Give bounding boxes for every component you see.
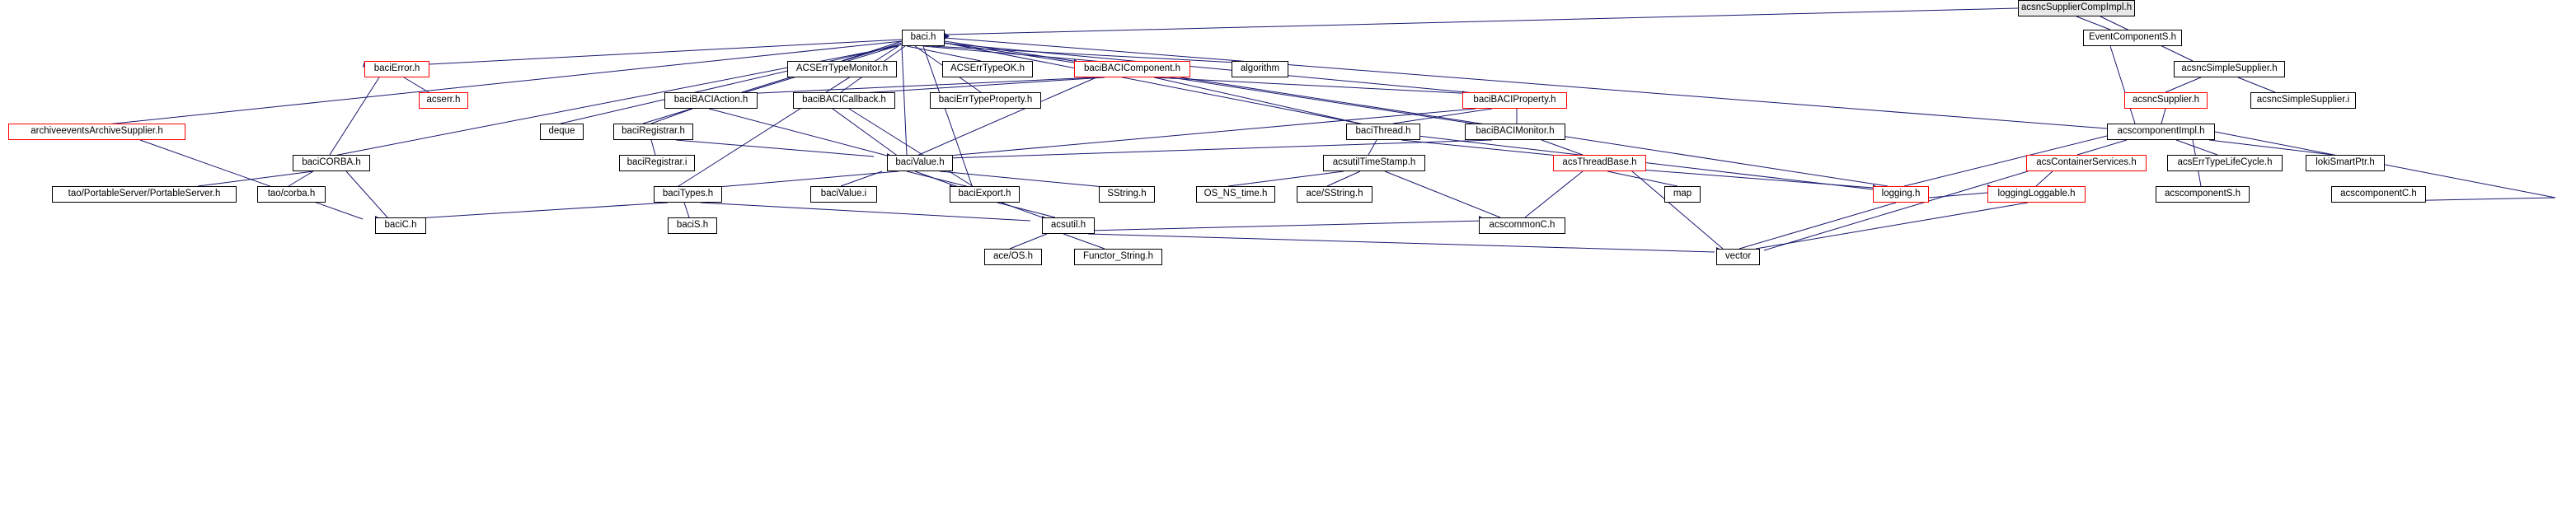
graph-node-baciBACIComponent[interactable] <box>1074 61 1190 77</box>
graph-node-map[interactable] <box>1664 186 1701 203</box>
graph-node-label: tao/PortableServer/PortableServer.h <box>68 189 221 199</box>
graph-node-baciBACIMonitor[interactable] <box>1465 124 1565 140</box>
graph-node-label: acsncSupplierCompImpl.h <box>2020 2 2133 13</box>
graph-node-algorithm[interactable] <box>1232 61 1288 77</box>
graph-node-label: baciC.h <box>384 220 417 231</box>
graph-node-acsThreadBase[interactable] <box>1553 155 1646 171</box>
graph-node-acsutil[interactable] <box>1042 217 1095 234</box>
graph-node-label: archiveeventsArchiveSupplier.h <box>30 126 163 137</box>
graph-node-label: baciThread.h <box>1355 126 1411 137</box>
graph-node-baciError[interactable] <box>364 61 429 77</box>
graph-node-acscommonC[interactable] <box>1479 217 1565 234</box>
graph-node-ACSErrTypeOK[interactable] <box>942 61 1033 77</box>
graph-node-label: acsncSimpleSupplier.h <box>2181 63 2278 74</box>
graph-node-baciS[interactable] <box>668 217 717 234</box>
graph-node-label: ace/SString.h <box>1306 189 1363 199</box>
graph-node-deque[interactable] <box>540 124 584 140</box>
graph-node-label: baciTypes.h <box>662 189 714 199</box>
graph-node-baciBACICallback[interactable] <box>793 92 895 109</box>
graph-node-baciThread[interactable] <box>1346 124 1420 140</box>
graph-node-taoPortableServer[interactable] <box>52 186 237 203</box>
graph-node-label: deque <box>548 126 575 137</box>
graph-node-acsutilTimeStamp[interactable] <box>1323 155 1425 171</box>
graph-node-acscomponentImpl[interactable] <box>2107 124 2215 140</box>
graph-node-archiveeventsArchiveSupplier[interactable] <box>8 124 185 140</box>
graph-node-label: baciBACIComponent.h <box>1084 63 1180 74</box>
graph-node-label: Functor_String.h <box>1082 251 1153 262</box>
graph-node-baciBACIAction[interactable] <box>664 92 758 109</box>
graph-node-lokiSmartPtr[interactable] <box>2306 155 2385 171</box>
graph-node-label: acsutilTimeStamp.h <box>1332 157 1416 168</box>
graph-node-label: baciCORBA.h <box>302 157 361 168</box>
graph-node-label: OS_NS_time.h <box>1204 189 1268 199</box>
graph-node-label: loggingLoggable.h <box>1997 189 2076 199</box>
graph-node-acsncSupplier[interactable] <box>2124 92 2208 109</box>
graph-node-label: acscommonC.h <box>1489 220 1555 231</box>
graph-node-label: lokiSmartPtr.h <box>2316 157 2375 168</box>
graph-node-acserr[interactable] <box>419 92 468 109</box>
graph-node-label: ace/OS.h <box>993 251 1033 262</box>
graph-node-vector[interactable] <box>1716 249 1760 265</box>
graph-node-label: baciRegistrar.h <box>622 126 685 137</box>
graph-node-label: baciBACIMonitor.h <box>1476 126 1555 137</box>
graph-node-ACSErrTypeMonitor[interactable] <box>787 61 897 77</box>
graph-node-label: baciBACIProperty.h <box>1473 95 1556 105</box>
graph-node-loggingLoggable[interactable] <box>1987 186 2086 203</box>
graph-node-baciRegistrar[interactable] <box>613 124 693 140</box>
graph-node-label: acsErrTypeLifeCycle.h <box>2177 157 2273 168</box>
graph-node-label: algorithm <box>1240 63 1280 74</box>
graph-node-acsErrTypeLifeCycle[interactable] <box>2167 155 2283 171</box>
graph-node-acsncSupplierCompImpl[interactable] <box>2018 0 2135 16</box>
graph-node-label: EventComponentS.h <box>2088 32 2177 43</box>
graph-node-label: acsncSimpleSupplier.i <box>2256 95 2350 105</box>
graph-node-label: map <box>1673 189 1692 199</box>
graph-node-baciC[interactable] <box>375 217 426 234</box>
graph-node-label: baciS.h <box>676 220 709 231</box>
graph-node-label: acsContainerServices.h <box>2036 157 2137 168</box>
graph-node-EventComponentS[interactable] <box>2083 30 2182 46</box>
graph-node-logging[interactable] <box>1873 186 1929 203</box>
graph-node-acsncSimpleSupplier[interactable] <box>2174 61 2285 77</box>
graph-node-label: baciValue.h <box>895 157 945 168</box>
graph-node-baciBACIProperty[interactable] <box>1462 92 1567 109</box>
graph-node-baciErrTypeProperty[interactable] <box>930 92 1041 109</box>
graph-node-aceOS[interactable] <box>984 249 1042 265</box>
graph-node-OS_NS_time[interactable] <box>1196 186 1275 203</box>
graph-node-label: baciValue.i <box>820 189 867 199</box>
graph-node-label: ACSErrTypeMonitor.h <box>795 63 889 74</box>
graph-node-label: acscomponentImpl.h <box>2117 126 2205 137</box>
graph-node-taoCorba[interactable] <box>257 186 326 203</box>
graph-node-label: tao/corba.h <box>267 189 316 199</box>
graph-node-label: acscomponentS.h <box>2164 189 2241 199</box>
graph-node-acsncSimpleSupplierI[interactable] <box>2250 92 2356 109</box>
graph-node-SString[interactable] <box>1099 186 1155 203</box>
graph-node-label: SString.h <box>1107 189 1147 199</box>
graph-node-label: acsncSupplier.h <box>2132 95 2200 105</box>
graph-node-label: vector <box>1724 251 1752 262</box>
graph-node-label: baci.h <box>910 32 936 43</box>
graph-node-acsContainerServices[interactable] <box>2026 155 2147 171</box>
graph-node-baciExport[interactable] <box>950 186 1020 203</box>
graph-node-baciRegistrarI[interactable] <box>619 155 695 171</box>
graph-node-label: acsutil.h <box>1050 220 1086 231</box>
graph-node-label: baciErrTypeProperty.h <box>938 95 1033 105</box>
graph-node-baciTypes[interactable] <box>654 186 722 203</box>
graph-node-baciValue[interactable] <box>887 155 953 171</box>
graph-node-label: baciExport.h <box>958 189 1011 199</box>
graph-node-label: baciBACIAction.h <box>673 95 748 105</box>
graph-node-label: baciBACICallback.h <box>802 95 886 105</box>
graph-node-baciCORBA[interactable] <box>293 155 370 171</box>
graph-node-FunctorString[interactable] <box>1074 249 1162 265</box>
graph-node-acscomponentC[interactable] <box>2331 186 2426 203</box>
graph-node-acscomponentS[interactable] <box>2156 186 2250 203</box>
graph-node-label: baciRegistrar.i <box>626 157 687 168</box>
graph-node-baci[interactable] <box>902 30 945 46</box>
graph-node-label: acsThreadBase.h <box>1562 157 1637 168</box>
graph-node-label: logging.h <box>1881 189 1921 199</box>
graph-node-label: ACSErrTypeOK.h <box>950 63 1025 74</box>
graph-node-label: acscomponentC.h <box>2340 189 2417 199</box>
graph-node-label: acserr.h <box>426 95 461 105</box>
graph-node-label: baciError.h <box>373 63 420 74</box>
graph-node-aceSString[interactable] <box>1297 186 1372 203</box>
graph-node-baciValueI[interactable] <box>810 186 877 203</box>
